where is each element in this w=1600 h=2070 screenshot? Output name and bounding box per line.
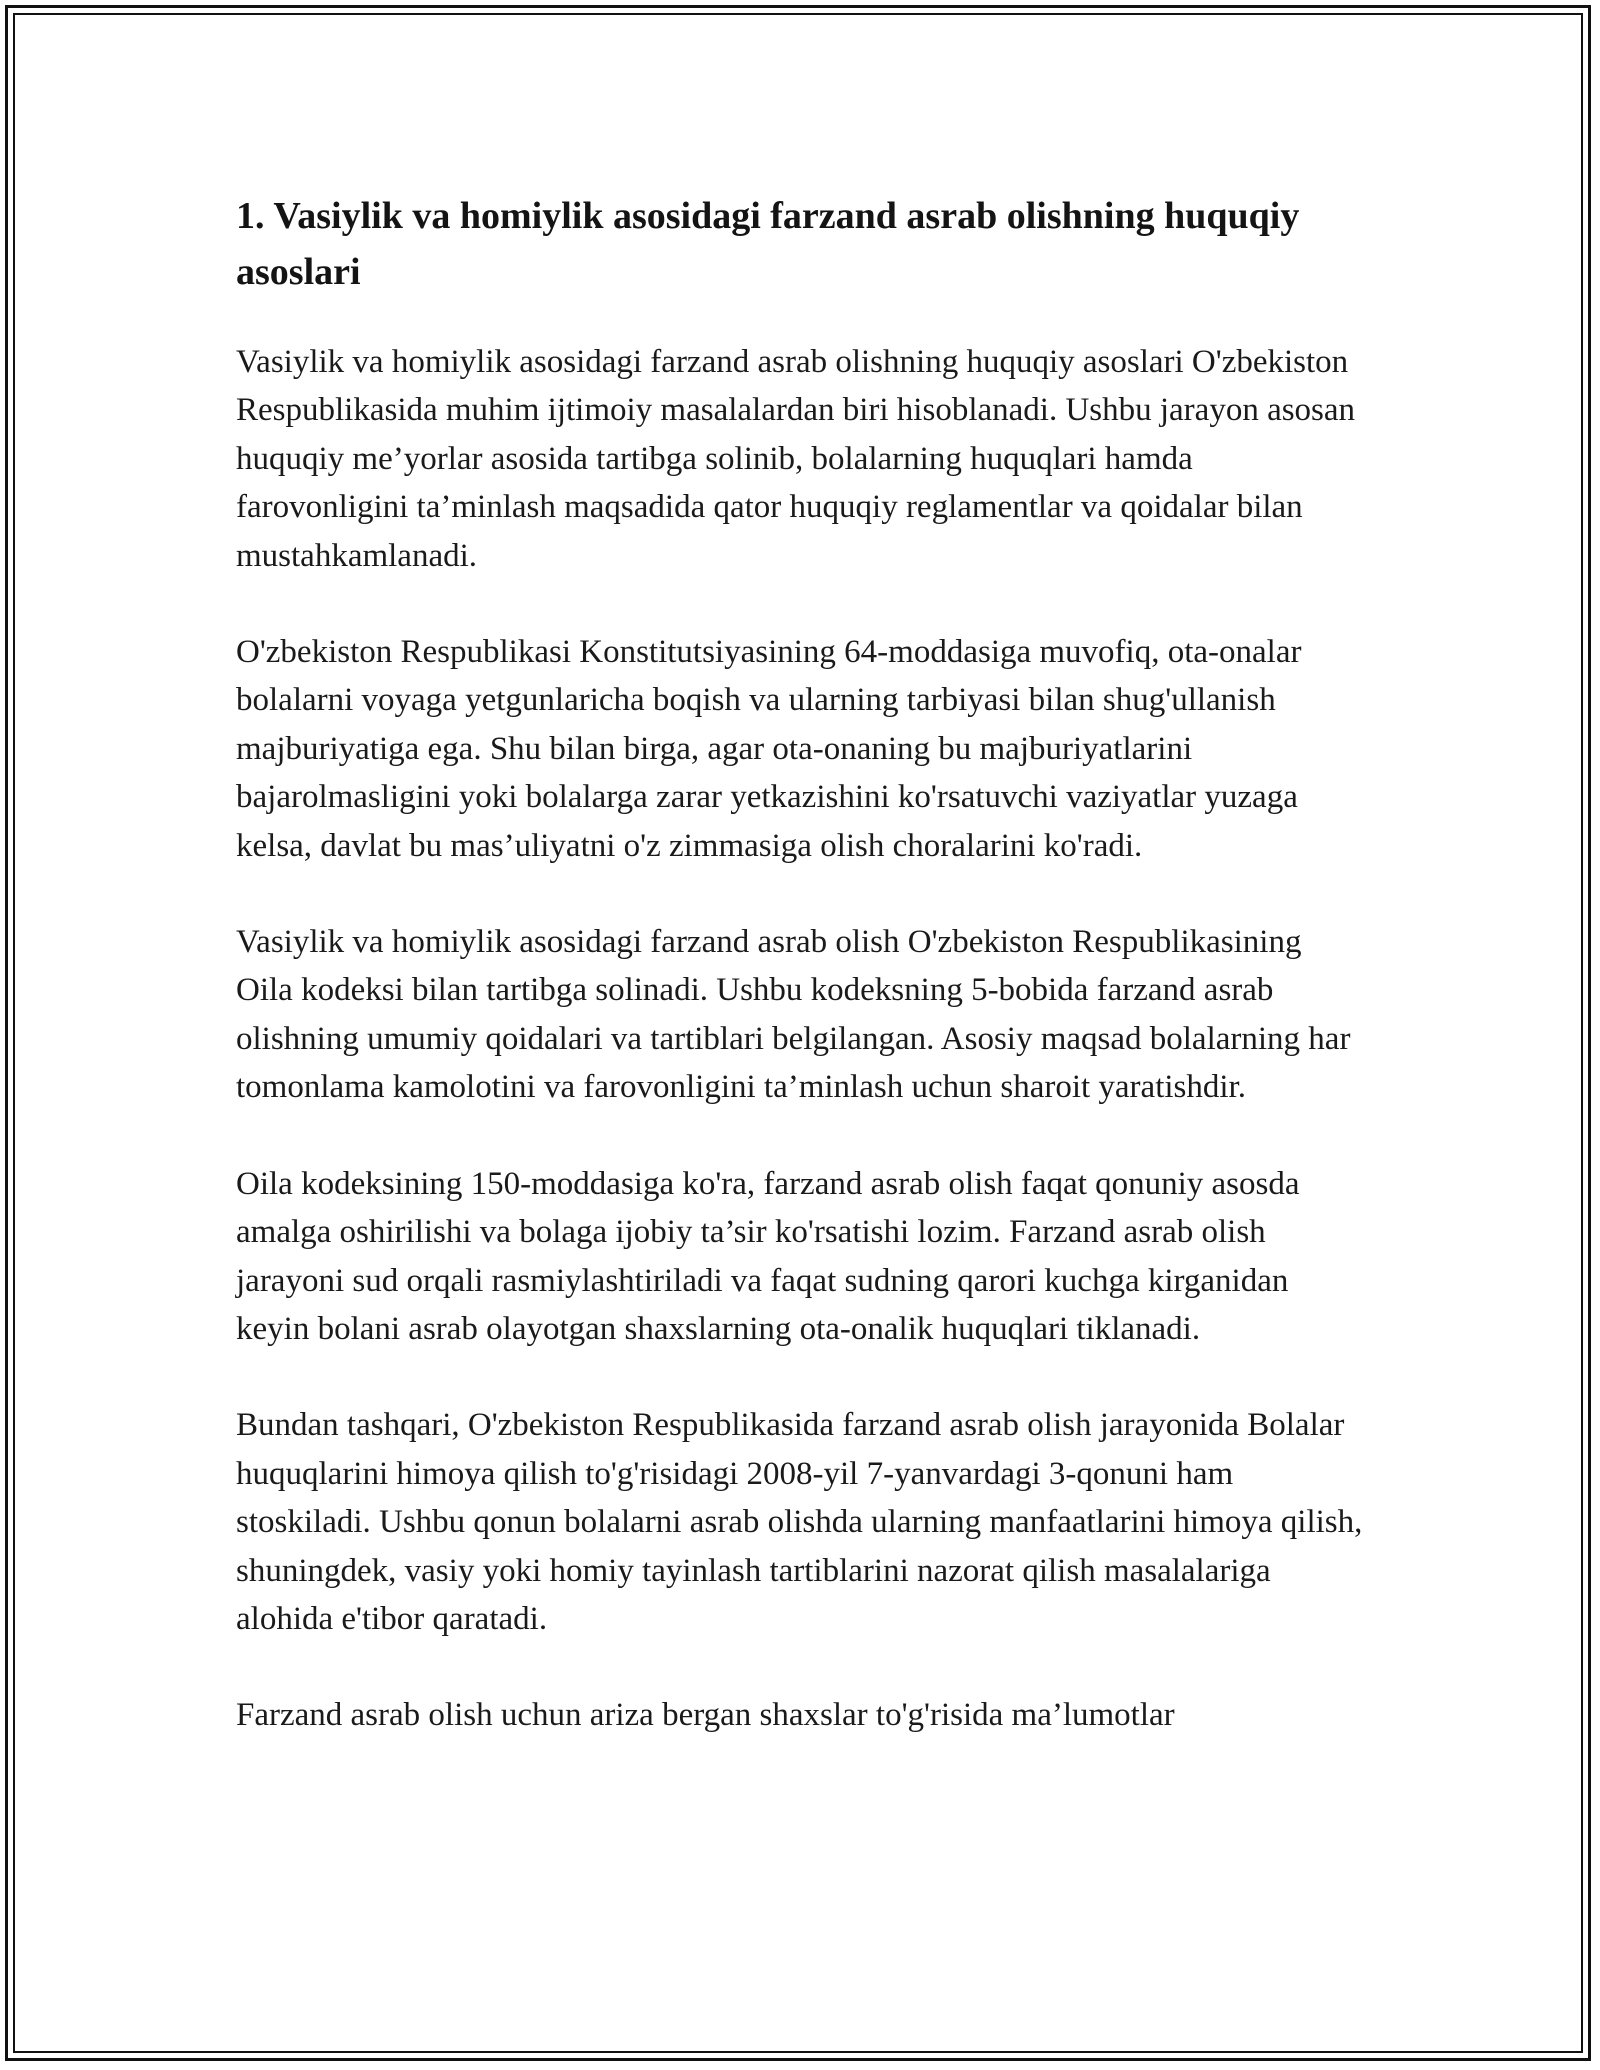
paragraph-2: O'zbekiston Respublikasi Konstitutsiyasining 64-moddasiga muvofiq, ota-onalar bolalarni voyaga yetgunlaricha boqish va ularning tarbiyasi bilan shug'ullanish majburiyatiga ega. Shu bilan birga, agar ota-onaning bu majburiyatlarini bajarolmasligini yoki bolalarga zarar yetkazishini ko'rsatuvchi vaziyatlar yuzaga kelsa, davlat bu mas’uliyatni o'z zimmasiga olish choralarini ko'radi. xyxy=(236,634,1302,864)
document-body xyxy=(236,188,1366,1788)
paragraph-4: Oila kodeksining 150-moddasiga ko'ra, farzand asrab olish faqat qonuniy asosda amalga oshirilishi va bolaga ijobiy ta’sir ko'rsatishi lozim. Farzand asrab olish jarayoni sud orqali rasmiylashtiriladi va faqat sudning qarori kuchga kirganidan keyin bolani asrab olayotgan shaxslarning ota-onalik huquqlari tiklanadi. xyxy=(236,1165,1300,1347)
paragraph-1: Vasiylik va homiylik asosidagi farzand asrab olishning huquqiy asoslari O'zbekiston Respublikasida muhim ijtimoiy masalalardan biri hisoblanadi. Ushbu jarayon asosan huquqiy me’yorlar asosida tartibga solinib, bolalarning huquqlari hamda farovonligini ta’minlash maqsadida qator huquqiy reglamentlar va qoidalar bilan mustahkamlanadi. xyxy=(236,344,1356,574)
paragraph-3: Vasiylik va homiylik asosidagi farzand asrab olish O'zbekiston Respublikasining Oila kodeksi bilan tartibga solinadi. Ushbu kodeksning 5-bobida farzand asrab olishning umumiy qoidalari va tartiblari belgilangan. Asosiy maqsad bolalarning har tomonlama kamolotini va farovonligini ta’minlash uchun sharoit yaratishdir. xyxy=(236,924,1351,1106)
paragraph-6: Farzand asrab olish uchun ariza bergan shaxslar to'g'risida ma’lumotlar xyxy=(236,1697,1175,1734)
paragraph-5: Bundan tashqari, O'zbekiston Respublikasida farzand asrab olish jarayonida Bolalar huquqlarini himoya qilish to'g'risidagi 2008-yil 7-yanvardagi 3-qonuni ham stoskiladi. Ushbu qonun bolalarni asrab olishda ularning manfaatlarini himoya qilish, shuningdek, vasiy yoki homiy tayinlash tartiblarini nazorat qilish masalalariga alohida e'tibor qaratadi. xyxy=(236,1407,1363,1637)
section-heading: 1. Vasiylik va homiylik asosidagi farzand asrab olishning huquqiy asoslari xyxy=(236,195,1300,293)
